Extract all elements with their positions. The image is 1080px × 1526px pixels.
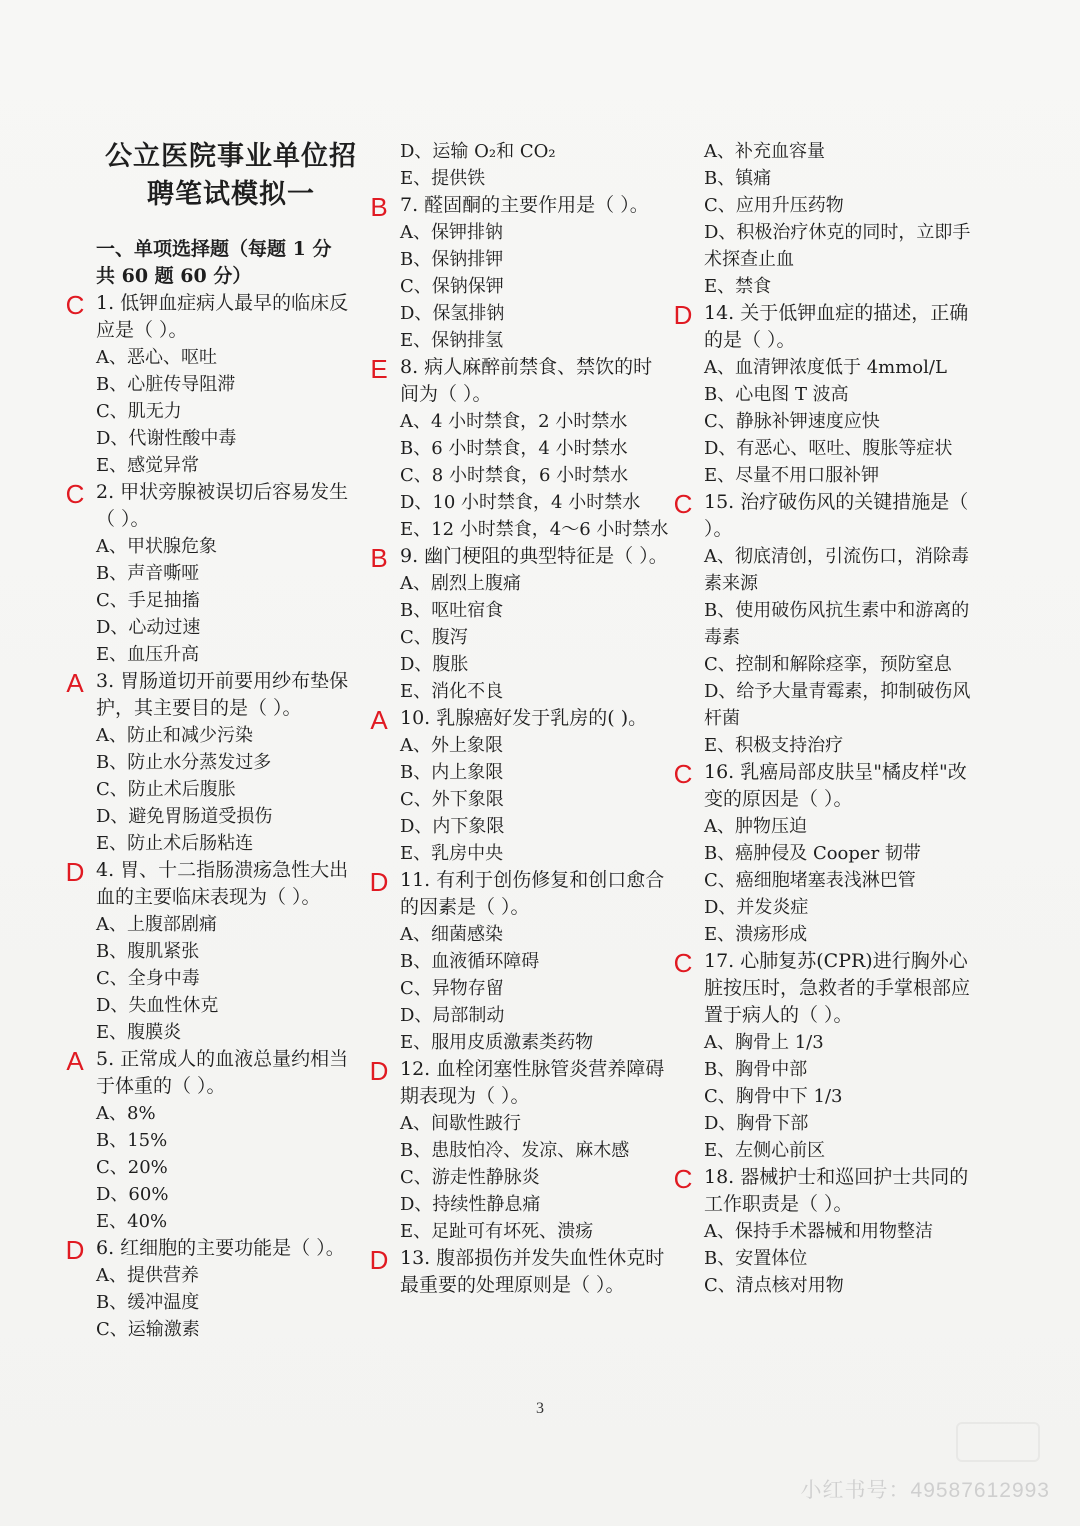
section-header-line: 共 60 题 60 分）: [96, 265, 252, 287]
option-item: B、腹肌紧张: [96, 941, 200, 962]
option-item: B、血液循环障碍: [400, 951, 540, 972]
option-list: [400, 570, 670, 705]
option-list: [96, 1100, 366, 1235]
handwritten-answer-mark: D: [369, 1056, 389, 1086]
option-list: [704, 138, 974, 300]
option-item: C、胸骨中下 1/3: [704, 1086, 843, 1107]
option-item: B、缓冲温度: [96, 1292, 200, 1313]
handwritten-answer-mark: C: [673, 759, 693, 789]
handwritten-answer-mark: D: [65, 1235, 85, 1265]
option-item: C、防止术后腹胀: [96, 779, 236, 800]
question-block: [65, 857, 366, 1046]
option-item: E、消化不良: [400, 681, 504, 702]
option-item: B、安置体位: [704, 1248, 808, 1269]
title-line: 公立医院事业单位招: [105, 141, 357, 172]
option-item: A、间歇性跛行: [400, 1113, 521, 1134]
option-item: B、使用破伤风抗生素中和游离的毒素: [704, 600, 970, 648]
option-item: C、保钠保钾: [400, 276, 504, 297]
option-item: D、给予大量青霉素，抑制破伤风杆菌: [704, 681, 971, 729]
option-item: E、感觉异常: [96, 455, 200, 476]
question-block: [65, 479, 366, 668]
handwritten-answer-mark: C: [673, 1164, 693, 1194]
option-item: B、内上象限: [400, 762, 504, 783]
page-number: 3: [536, 1400, 544, 1417]
option-item: C、8 小时禁食，6 小时禁水: [400, 465, 629, 486]
question-block: [673, 489, 974, 759]
question-text: 13. 腹部损伤并发失血性休克时最重要的处理原则是（ ）。: [400, 1247, 665, 1296]
option-list: [704, 543, 974, 759]
option-item: C、手足抽搐: [96, 590, 200, 611]
option-item: B、防止水分蒸发过多: [96, 752, 272, 773]
question-text: 18. 器械护士和巡回护士共同的工作职责是（ ）。: [704, 1166, 969, 1215]
option-item: B、镇痛: [704, 168, 772, 189]
question-text: 9. 幽门梗阻的典型特征是（ ）。: [400, 545, 668, 567]
option-list: [400, 219, 670, 354]
question-text: 17. 心肺复苏(CPR)进行胸外心脏按压时，急救者的手掌根部应置于病人的（ ）。: [704, 950, 971, 1026]
option-item: D、局部制动: [400, 1005, 505, 1026]
option-item: C、异物存留: [400, 978, 504, 999]
question-block: [66, 668, 366, 857]
option-item: B、15%: [96, 1130, 168, 1151]
option-list: [96, 344, 366, 479]
question-block: [65, 290, 366, 479]
option-item: E、左侧心前区: [704, 1140, 826, 1161]
option-item: D、内下象限: [400, 816, 505, 837]
handwritten-answer-mark: C: [673, 489, 693, 519]
option-item: B、胸骨中部: [704, 1059, 808, 1080]
option-item: D、并发炎症: [704, 897, 809, 918]
option-item: B、心电图 T 波高: [704, 384, 849, 405]
option-item: A、4 小时禁食，2 小时禁水: [400, 411, 628, 432]
section-header-line: 一、单项选择题（每题 1 分: [96, 238, 332, 260]
option-item: E、禁食: [704, 276, 772, 297]
option-item: E、服用皮质激素类药物: [400, 1032, 594, 1053]
question-text: 4. 胃、十二指肠溃疡急性大出血的主要临床表现为（ ）。: [96, 859, 349, 908]
option-item: A、细菌感染: [400, 924, 503, 945]
question-block: [673, 300, 974, 489]
option-item: E、防止术后肠粘连: [96, 833, 254, 854]
option-list: [400, 921, 670, 1056]
option-item: B、6 小时禁食，4 小时禁水: [400, 438, 628, 459]
question-text: 14. 关于低钾血症的描述，正确的是（ ）。: [704, 302, 969, 351]
option-item: A、8%: [96, 1103, 156, 1124]
option-item: A、保持手术器械和用物整洁: [704, 1221, 933, 1242]
option-item: D、60%: [96, 1184, 169, 1205]
option-list: [400, 1110, 670, 1245]
option-item: E、足趾可有坏死、溃疡: [400, 1221, 594, 1242]
question-text: 12. 血栓闭塞性脉管炎营养障碍期表现为（ ）。: [400, 1058, 665, 1107]
handwritten-answer-mark: B: [370, 543, 388, 573]
option-list: [96, 1262, 366, 1343]
option-item: B、声音嘶哑: [96, 563, 200, 584]
option-list: [96, 722, 366, 857]
question-block: [673, 1164, 974, 1299]
option-item: C、全身中毒: [96, 968, 200, 989]
option-item: C、游走性静脉炎: [400, 1167, 540, 1188]
option-item: D、避免胃肠道受损伤: [96, 806, 273, 827]
handwritten-answer-mark: C: [65, 290, 85, 320]
corner-stamp-graphic: [956, 1422, 1040, 1462]
option-item: A、胸骨上 1/3: [704, 1032, 824, 1053]
exam-title: [96, 138, 366, 214]
option-item: C、肌无力: [96, 401, 182, 422]
option-item: A、血清钾浓度低于 4mmol/L: [704, 357, 947, 378]
option-item: B、呕吐宿食: [400, 600, 504, 621]
option-item: D、胸骨下部: [704, 1113, 809, 1134]
question-block: [673, 948, 974, 1164]
option-item: A、肿物压迫: [704, 816, 807, 837]
option-item: D、代谢性酸中毒: [96, 428, 237, 449]
option-item: A、外上象限: [400, 735, 503, 756]
handwritten-answer-mark: A: [66, 668, 84, 698]
question-block: [370, 354, 670, 543]
handwritten-answer-mark: D: [369, 867, 389, 897]
option-item: A、彻底清创，引流伤口，消除毒素来源: [704, 546, 969, 594]
question-text: 2. 甲状旁腺被误切后容易发生（ ）。: [96, 481, 349, 530]
option-item: C、运输激素: [96, 1319, 200, 1340]
handwritten-answer-mark: D: [369, 1245, 389, 1275]
option-item: C、腹泻: [400, 627, 468, 648]
question-block: [66, 1046, 366, 1235]
option-item: D、有恶心、呕吐、腹胀等症状: [704, 438, 953, 459]
option-list: [704, 354, 974, 489]
question-text: 16. 乳癌局部皮肤呈"橘皮样"改变的原因是（ ）。: [704, 761, 967, 810]
option-item: A、剧烈上腹痛: [400, 573, 521, 594]
question-text: 11. 有利于创伤修复和创口愈合的因素是（ ）。: [400, 869, 665, 918]
option-list: [96, 911, 366, 1046]
question-text: 15. 治疗破伤风的关键措施是（ ）。: [704, 491, 969, 540]
option-item: E、乳房中央: [400, 843, 504, 864]
question-text: 7. 醛固酮的主要作用是（ ）。: [400, 194, 649, 216]
handwritten-answer-mark: A: [66, 1046, 84, 1076]
option-item: C、20%: [96, 1157, 168, 1178]
option-item: D、腹胀: [400, 654, 469, 675]
question-block: [369, 1245, 670, 1299]
column-2: [369, 138, 670, 1299]
section-header: [96, 236, 366, 290]
question-block: [370, 543, 670, 705]
question-list: [65, 290, 366, 1343]
option-item: A、提供营养: [96, 1265, 199, 1286]
option-item: D、积极治疗休克的同时，立即手术探查止血: [704, 222, 971, 270]
handwritten-answer-mark: C: [65, 479, 85, 509]
handwritten-answer-mark: A: [370, 705, 388, 735]
column-1: [65, 138, 366, 1343]
question-block: [673, 759, 974, 948]
handwritten-answer-mark: E: [370, 354, 388, 384]
question-block: [369, 867, 670, 1056]
question-block: [65, 1235, 366, 1343]
option-item: A、保钾排钠: [400, 222, 503, 243]
option-item: E、积极支持治疗: [704, 735, 844, 756]
handwritten-answer-mark: C: [673, 948, 693, 978]
option-item: C、控制和解除痉挛，预防窒息: [704, 654, 952, 675]
option-item: E、尽量不用口服补钾: [704, 465, 880, 486]
option-item: D、10 小时禁食，4 小时禁水: [400, 492, 641, 513]
question-block: [369, 1056, 670, 1245]
option-item: E、溃疡形成: [704, 924, 808, 945]
question-block: [400, 138, 670, 192]
option-item: E、腹膜炎: [96, 1022, 182, 1043]
question-block: [370, 192, 670, 354]
option-item: E、12 小时禁食，4～6 小时禁水: [400, 519, 669, 540]
option-list: [704, 1029, 974, 1164]
option-item: C、清点核对用物: [704, 1275, 844, 1296]
option-item: E、血压升高: [96, 644, 200, 665]
column-3: [673, 138, 974, 1299]
option-item: D、保氢排钠: [400, 303, 505, 324]
option-item: D、运输 O₂和 CO₂: [400, 141, 556, 162]
option-item: D、心动过速: [96, 617, 201, 638]
question-block: [704, 138, 974, 300]
option-item: A、甲状腺危象: [96, 536, 217, 557]
question-list: [673, 138, 974, 1299]
option-item: C、静脉补钾速度应快: [704, 411, 880, 432]
question-text: 1. 低钾血症病人最早的临床反应是（ ）。: [96, 292, 349, 341]
question-text: 6. 红细胞的主要功能是（ ）。: [96, 1237, 345, 1259]
option-item: C、癌细胞堵塞表浅淋巴管: [704, 870, 916, 891]
option-item: B、心脏传导阻滞: [96, 374, 236, 395]
option-item: C、应用升压药物: [704, 195, 844, 216]
handwritten-answer-mark: D: [673, 300, 693, 330]
option-list: [400, 732, 670, 867]
option-list: [704, 1218, 974, 1299]
option-list: [400, 408, 670, 543]
option-list: [704, 813, 974, 948]
option-item: B、癌肿侵及 Cooper 韧带: [704, 843, 921, 864]
option-item: B、患肢怕冷、发凉、麻木感: [400, 1140, 630, 1161]
option-item: E、40%: [96, 1211, 168, 1232]
option-item: E、提供铁: [400, 168, 486, 189]
option-list: [96, 533, 366, 668]
option-item: C、外下象限: [400, 789, 504, 810]
option-item: A、防止和减少污染: [96, 725, 253, 746]
handwritten-answer-mark: B: [370, 192, 388, 222]
option-item: D、失血性休克: [96, 995, 219, 1016]
option-item: B、保钠排钾: [400, 249, 504, 270]
question-text: 3. 胃肠道切开前要用纱布垫保护，其主要目的是（ ）。: [96, 670, 349, 719]
option-list: [400, 138, 670, 192]
question-text: 10. 乳腺癌好发于乳房的( )。: [400, 707, 648, 729]
option-item: A、上腹部剧痛: [96, 914, 217, 935]
question-text: 5. 正常成人的血液总量约相当于体重的（ ）。: [96, 1048, 349, 1097]
title-line: 聘笔试模拟一: [147, 179, 315, 210]
watermark: 小红书号：49587612993: [800, 1479, 1050, 1502]
option-item: A、补充血容量: [704, 141, 825, 162]
option-item: E、保钠排氢: [400, 330, 504, 351]
question-block: [370, 705, 670, 867]
question-text: 8. 病人麻醉前禁食、禁饮的时间为（ ）。: [400, 356, 653, 405]
option-item: D、持续性静息痛: [400, 1194, 541, 1215]
handwritten-answer-mark: D: [65, 857, 85, 887]
question-list: [369, 138, 670, 1299]
option-item: A、恶心、呕吐: [96, 347, 217, 368]
